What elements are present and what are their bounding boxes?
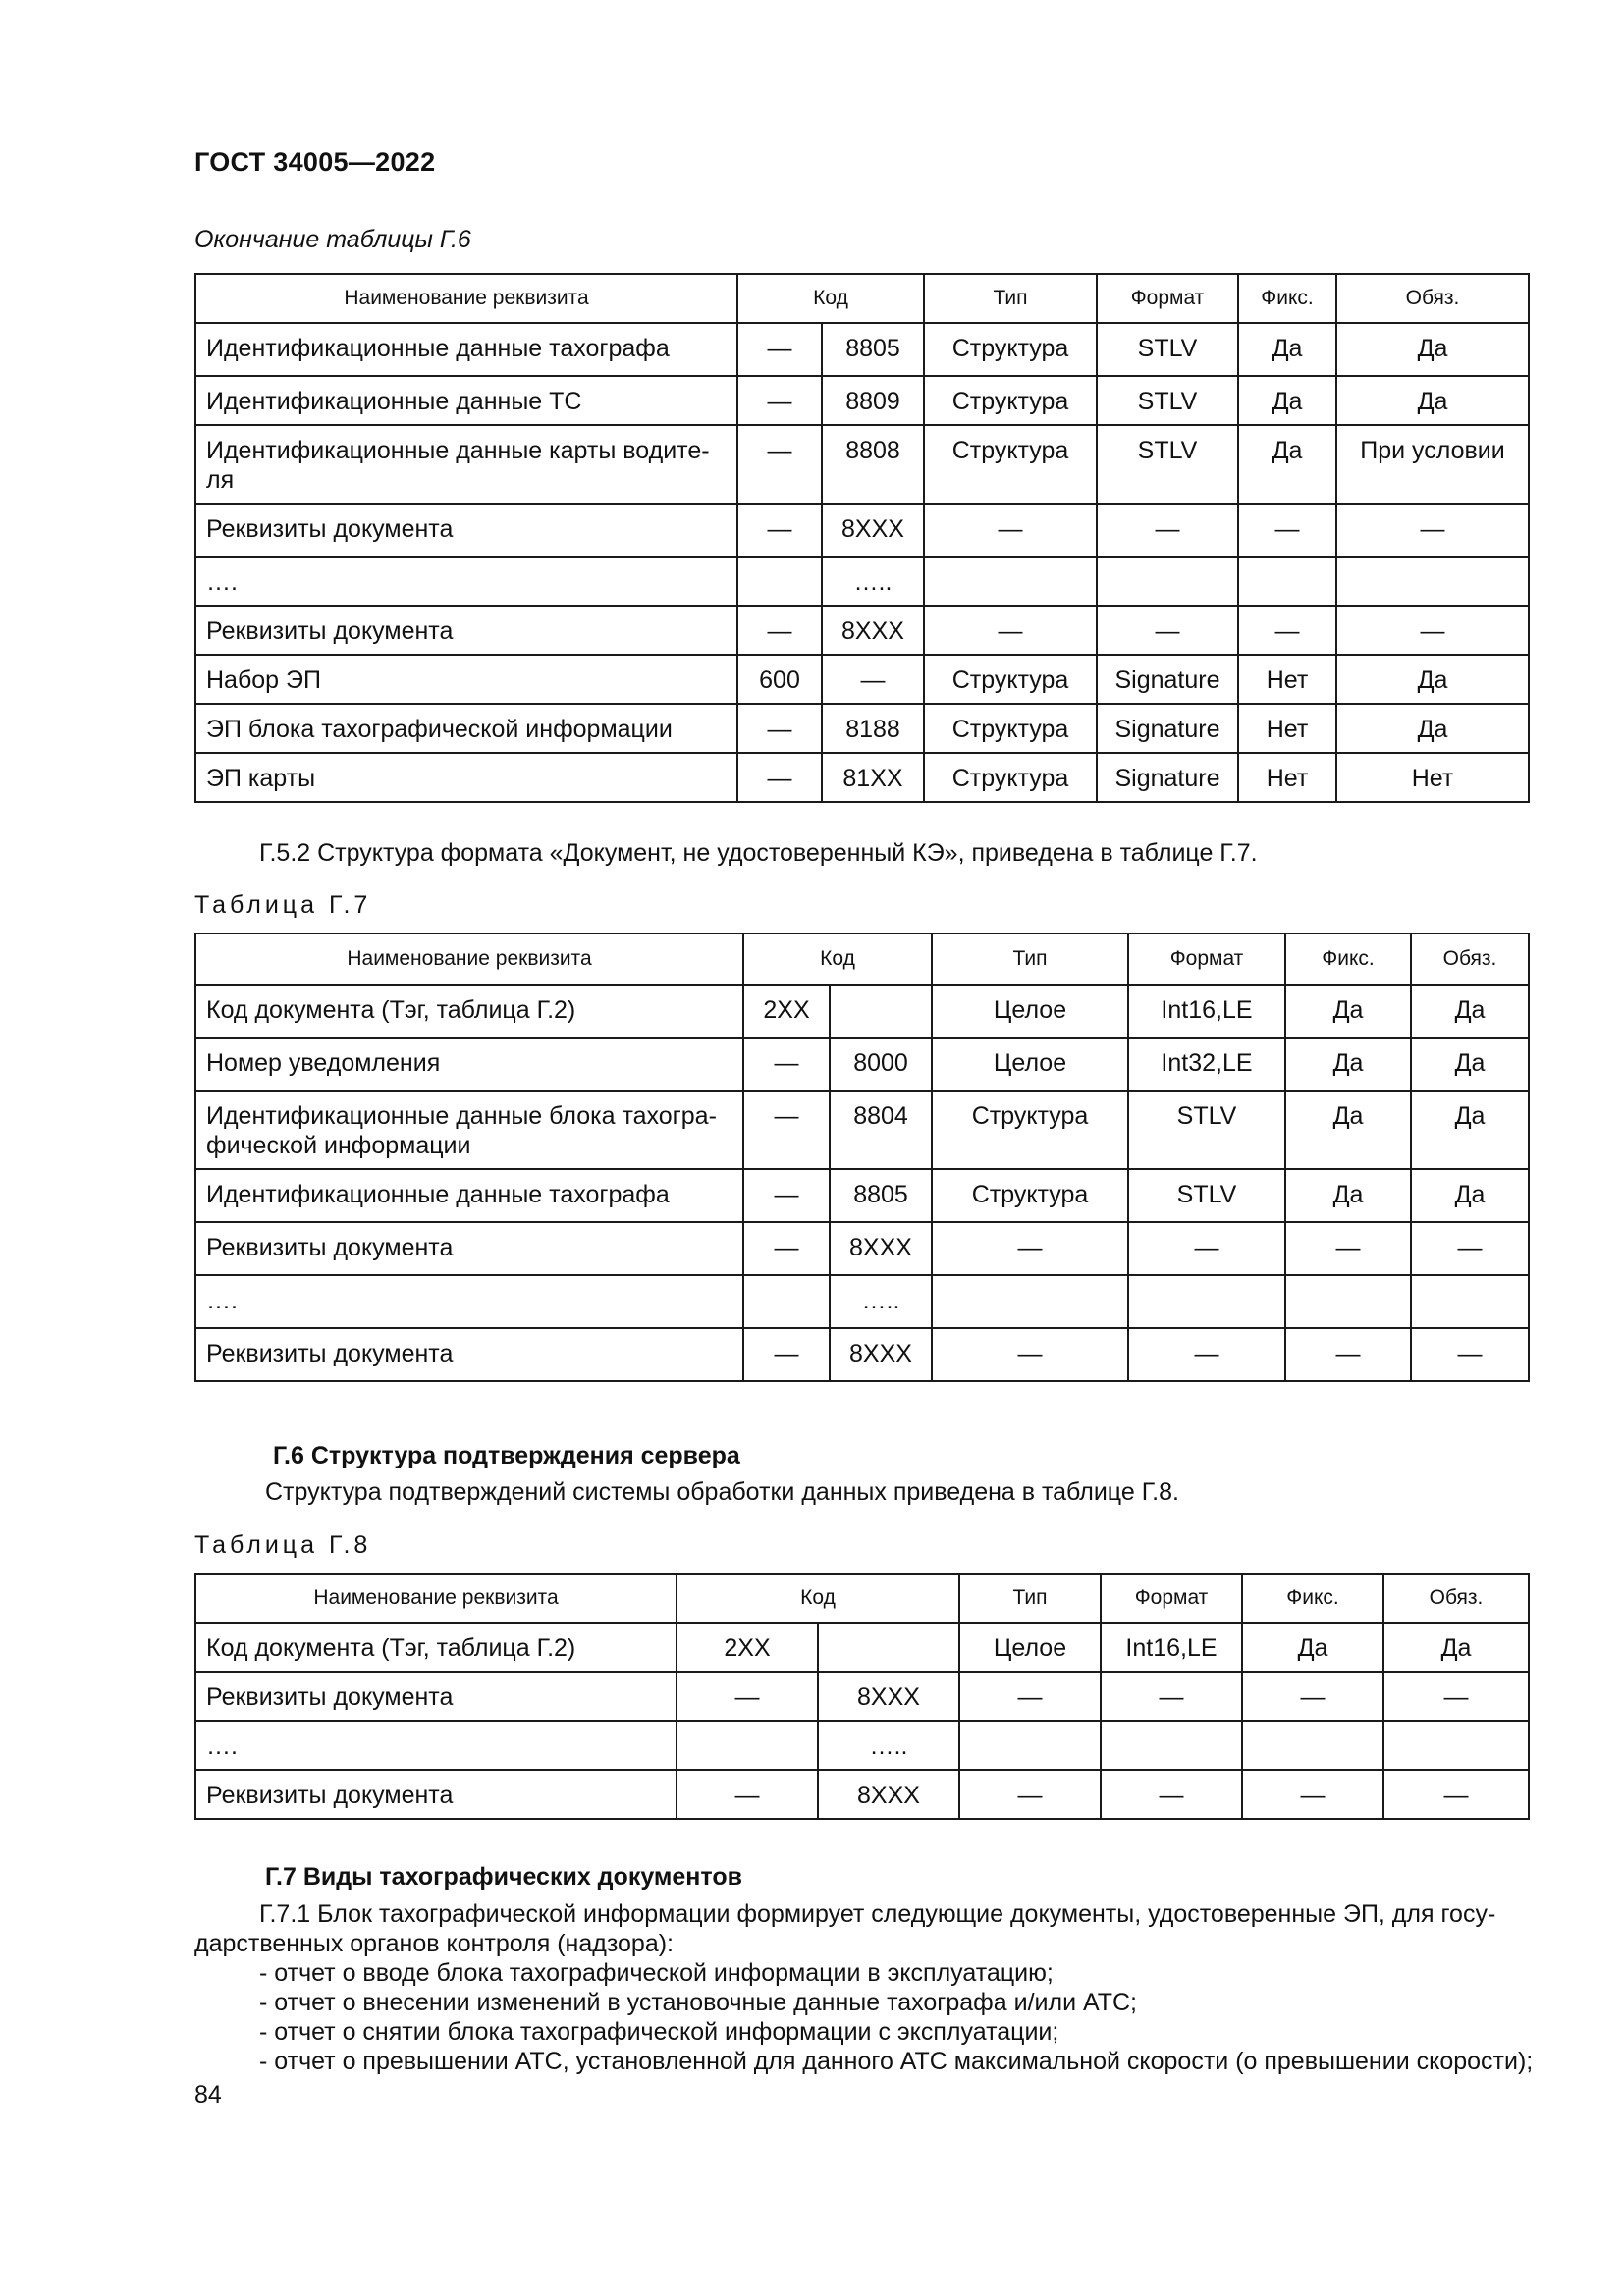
cell-value: Да [1238,425,1336,504]
table-header-row [195,934,1529,985]
cell-name: Реквизиты документа [195,606,737,655]
table-row [195,1222,1529,1275]
cell-name: …. [195,1721,677,1770]
paragraph-g52: Г.5.2 Структура формата «Документ, не удостоверенный КЭ», приведена в таблице Г.7. [259,839,1258,867]
cell-name: Идентификационные данные карты водите-ля [195,425,737,504]
cell-value [818,1623,959,1672]
cell-value: 8XXX [818,1770,959,1819]
table-row [195,985,1529,1038]
col-header-name: Наименование реквизита [195,934,743,985]
cell-value: — [1128,1328,1285,1381]
col-header-required: Обяз. [1411,934,1529,985]
cell-value: Нет [1238,753,1336,802]
table-row [195,606,1529,655]
cell-value: Да [1285,1038,1411,1091]
cell-value: 2XX [677,1623,818,1672]
cell-value [932,1275,1128,1328]
table-row [195,655,1529,704]
cell-value [830,985,932,1038]
table-row [195,1091,1529,1169]
cell-value: — [737,504,822,557]
section-g7-para-line1: Г.7.1 Блок тахографической информации формирует следующие документы, удостоверенные ЭП, для госу- [259,1900,1496,1928]
col-header-code: Код [677,1574,959,1623]
cell-value: STLV [1097,323,1238,376]
cell-value [1383,1721,1529,1770]
cell-value: Да [1336,323,1529,376]
col-header-type: Тип [932,934,1128,985]
cell-value: Структура [924,323,1097,376]
cell-value: — [1383,1770,1529,1819]
col-header-required: Обяз. [1383,1574,1529,1623]
table-row [195,1169,1529,1222]
document-header: ГОСТ 34005—2022 [194,147,436,177]
cell-value: ….. [822,557,924,606]
cell-value: Структура [924,425,1097,504]
cell-value: — [959,1672,1101,1721]
cell-value: — [1097,606,1238,655]
cell-value: Структура [924,753,1097,802]
col-header-name: Наименование реквизита [195,274,737,323]
cell-value: 8188 [822,704,924,753]
cell-value: — [737,606,822,655]
cell-value: Да [1336,704,1529,753]
cell-value: — [1128,1222,1285,1275]
cell-value: Int16,LE [1128,985,1285,1038]
cell-value [1238,557,1336,606]
cell-value: — [743,1222,830,1275]
table-row [195,557,1529,606]
cell-value: — [822,655,924,704]
cell-value: STLV [1128,1091,1285,1169]
table-row [195,504,1529,557]
cell-value: Да [1238,376,1336,425]
cell-value: 8XXX [830,1222,932,1275]
table-row [195,1038,1529,1091]
table-row [195,1721,1529,1770]
cell-value: 8XXX [822,504,924,557]
cell-value: — [1285,1328,1411,1381]
cell-value: Да [1411,1169,1529,1222]
cell-value: — [1238,504,1336,557]
cell-name: Код документа (Тэг, таблица Г.2) [195,985,743,1038]
col-header-type: Тип [959,1574,1101,1623]
col-header-type: Тип [924,274,1097,323]
cell-value: 8809 [822,376,924,425]
table-g8-label: Таблица Г.8 [194,1531,372,1559]
cell-value: Да [1336,376,1529,425]
cell-value: — [1411,1328,1529,1381]
cell-value [1101,1721,1242,1770]
cell-value [737,557,822,606]
cell-value: 8000 [830,1038,932,1091]
document-list [259,1958,1533,2076]
col-header-code: Код [743,934,932,985]
table-row [195,1623,1529,1672]
cell-value: Целое [932,985,1128,1038]
table-row [195,753,1529,802]
cell-value: Да [1238,323,1336,376]
cell-value [1242,1721,1383,1770]
cell-value: 2XX [743,985,830,1038]
cell-value [1411,1275,1529,1328]
table-g7 [194,933,1530,1382]
cell-value: 8805 [830,1169,932,1222]
cell-value: Структура [924,655,1097,704]
table-continuation-caption: Окончание таблицы Г.6 [194,226,471,253]
cell-value: — [924,504,1097,557]
cell-value: При условии [1336,425,1529,504]
cell-value [1336,557,1529,606]
list-item: - отчет о внесении изменений в установочные данные тахографа и/или АТС; [259,1989,1137,2016]
section-g6-text: Структура подтверждений системы обработки данных приведена в таблице Г.8. [265,1478,1179,1506]
cell-value: STLV [1097,425,1238,504]
cell-name: ЭП карты [195,753,737,802]
cell-value: — [737,425,822,504]
col-header-format: Формат [1101,1574,1242,1623]
cell-value: Целое [932,1038,1128,1091]
cell-value: ….. [818,1721,959,1770]
cell-value: — [1101,1770,1242,1819]
cell-value: — [1101,1672,1242,1721]
table-g7-label: Таблица Г.7 [194,891,372,919]
cell-value: Да [1285,1091,1411,1169]
col-header-name: Наименование реквизита [195,1574,677,1623]
cell-value: — [924,606,1097,655]
cell-value: 8XXX [818,1672,959,1721]
cell-value: — [743,1169,830,1222]
cell-value: Нет [1238,704,1336,753]
cell-name: Идентификационные данные ТС [195,376,737,425]
cell-name: Идентификационные данные блока тахогра-фической информации [195,1091,743,1169]
cell-value: STLV [1097,376,1238,425]
table-row [195,1275,1529,1328]
cell-value: Да [1383,1623,1529,1672]
cell-value [959,1721,1101,1770]
table-header-row [195,274,1529,323]
cell-value: — [959,1770,1101,1819]
table-g6 [194,273,1530,803]
cell-value: — [1336,606,1529,655]
col-header-fixed: Фикс. [1242,1574,1383,1623]
cell-value: Да [1285,985,1411,1038]
cell-value: — [677,1672,818,1721]
list-item: - отчет о снятии блока тахографической информации с эксплуатации; [259,2018,1059,2046]
page-number: 84 [194,2081,222,2109]
cell-value: 8808 [822,425,924,504]
cell-value: Да [1242,1623,1383,1672]
cell-value: — [1336,504,1529,557]
table-row [195,425,1529,504]
cell-name: Идентификационные данные тахографа [195,323,737,376]
table-row [195,1770,1529,1819]
cell-value: Нет [1238,655,1336,704]
cell-value: ….. [830,1275,932,1328]
cell-value [924,557,1097,606]
cell-value: Нет [1336,753,1529,802]
cell-value: 81XX [822,753,924,802]
cell-value [1285,1275,1411,1328]
table-row [195,1672,1529,1721]
cell-value: — [1238,606,1336,655]
cell-value: Структура [932,1091,1128,1169]
cell-value: — [677,1770,818,1819]
section-g6-title: Г.6 Структура подтверждения сервера [273,1442,740,1469]
cell-name: Реквизиты документа [195,1222,743,1275]
table-g8 [194,1573,1530,1820]
cell-value: Signature [1097,704,1238,753]
cell-value: — [1285,1222,1411,1275]
list-item: - отчет о вводе блока тахографической информации в эксплуатацию; [259,1959,1054,1987]
cell-name: Реквизиты документа [195,1328,743,1381]
cell-value: Структура [932,1169,1128,1222]
cell-value: Структура [924,376,1097,425]
cell-value: — [1097,504,1238,557]
col-header-format: Формат [1128,934,1285,985]
cell-value: Да [1411,1038,1529,1091]
cell-value: — [743,1328,830,1381]
cell-value: — [743,1038,830,1091]
col-header-fixed: Фикс. [1238,274,1336,323]
cell-value: — [1242,1672,1383,1721]
col-header-required: Обяз. [1336,274,1529,323]
cell-value: — [737,704,822,753]
cell-value: Signature [1097,753,1238,802]
cell-value: — [1411,1222,1529,1275]
cell-name: Номер уведомления [195,1038,743,1091]
cell-value: — [1242,1770,1383,1819]
cell-value: — [737,376,822,425]
cell-value: STLV [1128,1169,1285,1222]
cell-value: — [932,1222,1128,1275]
cell-name: …. [195,557,737,606]
cell-value: Да [1411,985,1529,1038]
col-header-format: Формат [1097,274,1238,323]
list-item: - отчет о превышении АТС, установленной для данного АТС максимальной скорости (о превышении скорости); [259,2048,1534,2075]
table-row [195,323,1529,376]
cell-name: Идентификационные данные тахографа [195,1169,743,1222]
cell-value [1128,1275,1285,1328]
table-row [195,376,1529,425]
cell-name: ЭП блока тахографической информации [195,704,737,753]
col-header-code: Код [737,274,924,323]
cell-value: Int32,LE [1128,1038,1285,1091]
cell-value: Структура [924,704,1097,753]
cell-value: Да [1285,1169,1411,1222]
table-row [195,704,1529,753]
cell-value: — [737,323,822,376]
cell-name: Реквизиты документа [195,1672,677,1721]
cell-value: — [1383,1672,1529,1721]
cell-name: Реквизиты документа [195,504,737,557]
cell-name: …. [195,1275,743,1328]
cell-value: 8805 [822,323,924,376]
cell-value: Да [1411,1091,1529,1169]
col-header-fixed: Фикс. [1285,934,1411,985]
table-row [195,1328,1529,1381]
cell-value: Да [1336,655,1529,704]
cell-name: Код документа (Тэг, таблица Г.2) [195,1623,677,1672]
cell-value: — [743,1091,830,1169]
cell-value: Целое [959,1623,1101,1672]
cell-value: Int16,LE [1101,1623,1242,1672]
cell-value: 8XXX [830,1328,932,1381]
cell-value [677,1721,818,1770]
table-header-row [195,1574,1529,1623]
cell-value: Signature [1097,655,1238,704]
section-g7-para-line2: дарственных органов контроля (надзора): [194,1930,674,1957]
cell-value: 600 [737,655,822,704]
cell-value [1097,557,1238,606]
cell-name: Набор ЭП [195,655,737,704]
cell-value: — [737,753,822,802]
cell-value: — [932,1328,1128,1381]
cell-name: Реквизиты документа [195,1770,677,1819]
cell-value: 8XXX [822,606,924,655]
section-g7-title: Г.7 Виды тахографических документов [265,1863,742,1891]
cell-value [743,1275,830,1328]
cell-value: 8804 [830,1091,932,1169]
